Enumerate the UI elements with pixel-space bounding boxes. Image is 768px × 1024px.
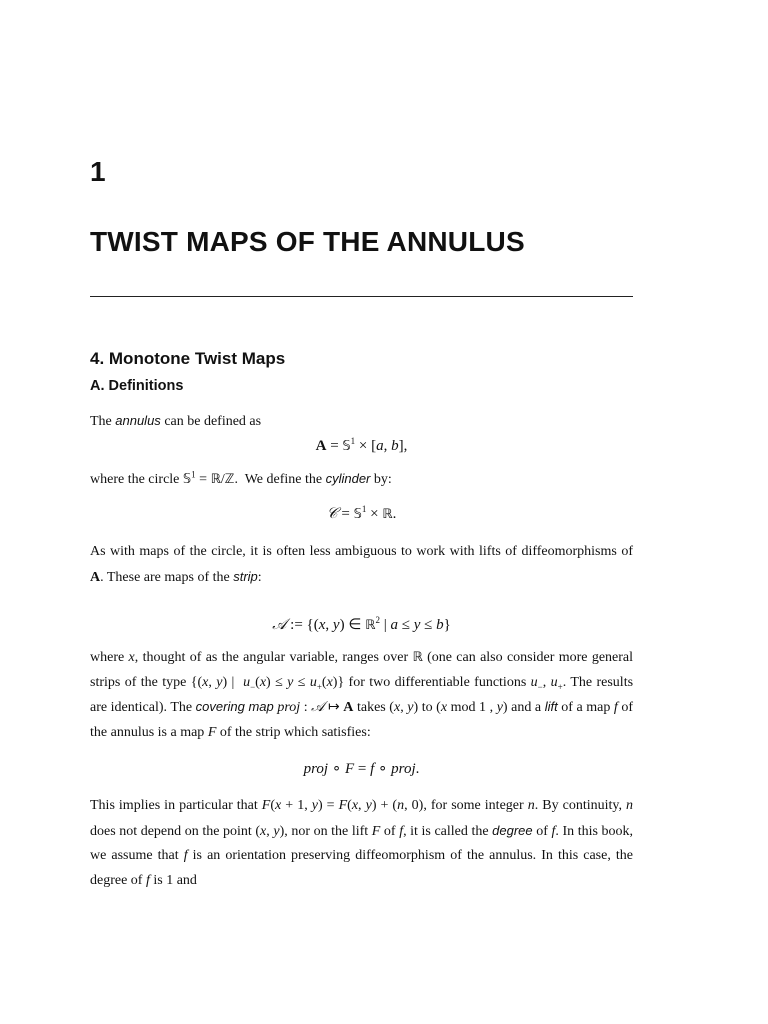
equation-cylinder: 𝒞 = 𝕊$^1$ × ℝ.	[326, 504, 397, 522]
equation-annulus: A = 𝕊$^1$ × [a, b],	[315, 436, 408, 454]
chapter-number: 1	[90, 156, 106, 187]
equation-lift: proj ∘ F = f ∘ proj.	[303, 761, 420, 777]
paragraph-degree: This implies in particular that F(x + 1, y) = F(x, y) + (n, 0), for some integer n. By continuity, n does not depend on the point (x, y), nor on the lift F of f, it is called the degree of f. In this book, we assume that f is an orientation preserving diffeomorphism of the annulus. In this case, the degree of f is 1 and	[90, 798, 634, 888]
term-annulus: annulus	[115, 413, 161, 428]
paragraph-annulus: The annulus can be defined as	[90, 413, 262, 429]
term-cylinder: cylinder	[325, 471, 371, 486]
paragraph-covering-map: where x, thought of as the angular variable, ranges over ℝ (one can also consider more general strips of the type {(x, y) | $u_-(x) \le y \le u_+(x)$} for two differentiable functions $u_-$, $u_+$. The results are identical). The covering map proj : 𝒜 ↦ A takes (x, y) to (x mod 1 , y) and a lift of a map f of the annulus is a map F of the strip which satisfies:	[90, 650, 634, 740]
subsection-heading: A. Definitions	[90, 378, 184, 394]
equation-strip: 𝒜 := {(x, y) ∈ ℝ$^2$ | a ≤ y ≤ b}	[272, 615, 451, 633]
title-divider	[90, 296, 633, 297]
paragraph-lifts: As with maps of the circle, it is often less ambiguous to work with lifts of diffeomorphisms of A. These are maps of the strip:	[90, 544, 633, 585]
term-strip: strip	[233, 568, 258, 584]
chapter-title: TWIST MAPS OF THE ANNULUS	[90, 226, 525, 257]
section-heading: 4. Monotone Twist Maps	[90, 349, 286, 368]
term-lift: lift	[544, 699, 558, 714]
term-degree: degree	[492, 822, 533, 838]
paragraph-circle: where the circle 𝕊$^1$ = ℝ/ℤ. We define the cylinder by:	[90, 469, 392, 487]
term-covering-map: covering map	[195, 699, 274, 714]
